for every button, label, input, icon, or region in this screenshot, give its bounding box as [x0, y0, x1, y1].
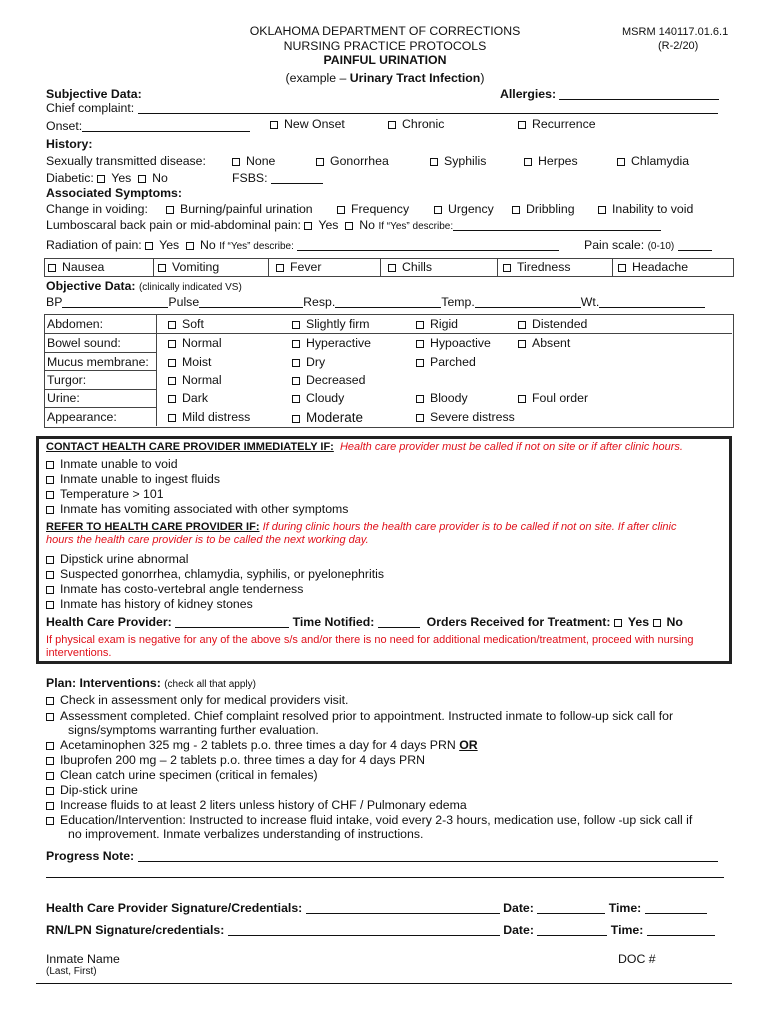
- assoc-symptoms-title: Associated Symptoms:: [46, 186, 182, 200]
- mucus-parched[interactable]: Parched: [416, 355, 476, 369]
- checkbox-icon[interactable]: [46, 697, 54, 705]
- plan-item-5[interactable]: Clean catch urine specimen (critical in females): [46, 768, 318, 782]
- checkbox-icon[interactable]: [388, 264, 396, 272]
- checkbox-icon[interactable]: [416, 414, 424, 422]
- revision: (R-2/20): [658, 40, 699, 52]
- rn-date-field[interactable]: [537, 924, 607, 936]
- turgor-normal[interactable]: Normal: [168, 373, 222, 387]
- hcp-row: Health Care Provider: Time Notified: Orders Received for Treatment: Yes No: [46, 615, 683, 629]
- refer-note-line2: hours the health care provider is to be called the next working day.: [46, 534, 369, 546]
- objective-title: Objective Data: (clinically indicated VS): [46, 279, 242, 293]
- abdomen-slightly-firm[interactable]: Slightly firm: [292, 317, 370, 331]
- plan-item-2-cont: signs/symptoms warranting further evaluation.: [68, 723, 319, 737]
- voiding-inability[interactable]: Inability to void: [598, 202, 693, 216]
- refer-item-2[interactable]: Suspected gonorrhea, chlamydia, syphilis, or pyelonephritis: [46, 567, 384, 581]
- urine-label: Urine:: [47, 391, 80, 405]
- mucus-dry[interactable]: Dry: [292, 355, 325, 369]
- appearance-mild[interactable]: Mild distress: [168, 410, 250, 424]
- contact-footer-1: If physical exam is negative for any of the above s/s and/or there is no need for additional medication/treatment, proceed with nursing: [46, 634, 694, 646]
- checkbox-icon[interactable]: [292, 377, 300, 385]
- bowel-absent[interactable]: Absent: [518, 336, 570, 350]
- voiding-label: Change in voiding:: [46, 202, 148, 216]
- time-notified-field[interactable]: [378, 616, 420, 628]
- checkbox-icon[interactable]: [292, 395, 300, 403]
- voiding-dribbling[interactable]: Dribbling: [512, 202, 575, 216]
- checkbox-icon[interactable]: [168, 321, 176, 329]
- plan-item-6[interactable]: Dip-stick urine: [46, 783, 138, 797]
- appearance-severe[interactable]: Severe distress: [416, 410, 515, 424]
- footer-rule: [36, 983, 732, 984]
- rn-time-field[interactable]: [647, 924, 715, 936]
- onset-recurrence[interactable]: Recurrence: [518, 117, 596, 131]
- resp-field[interactable]: [335, 296, 441, 308]
- plan-title: Plan: Interventions: (check all that apply): [46, 676, 256, 690]
- rn-signature-row: RN/LPN Signature/credentials: Date: Time:: [46, 923, 715, 937]
- checkbox-icon[interactable]: [46, 757, 54, 765]
- checkbox-icon[interactable]: [46, 506, 54, 514]
- pain-scale: Pain scale: (0-10): [584, 238, 712, 252]
- checkbox-icon[interactable]: [186, 242, 194, 250]
- lumbo-describe-field[interactable]: [453, 219, 661, 231]
- contact-footer-2: interventions.: [46, 647, 112, 659]
- checkbox-icon[interactable]: [46, 556, 54, 564]
- lumbo-row: Lumboscaral back pain or mid-abdominal pain: Yes No If “Yes” describe:: [46, 218, 661, 232]
- checkbox-icon[interactable]: [434, 206, 442, 214]
- urine-foul-order[interactable]: Foul order: [518, 391, 588, 405]
- turgor-label: Turgor:: [47, 373, 87, 387]
- checkbox-icon[interactable]: [316, 158, 324, 166]
- contact-item-4[interactable]: Inmate has vomiting associated with other symptoms: [46, 502, 348, 516]
- refer-item-3[interactable]: Inmate has costo-vertebral angle tenderness: [46, 582, 303, 596]
- hcp-signature-field[interactable]: [306, 902, 500, 914]
- bp-field[interactable]: [62, 296, 168, 308]
- form-title: PAINFUL URINATION: [323, 53, 447, 67]
- checkbox-icon[interactable]: [304, 222, 312, 230]
- checkbox-icon[interactable]: [46, 461, 54, 469]
- hcp-signature-row: Health Care Provider Signature/Credentials: Date: Time:: [46, 901, 707, 915]
- checkbox-icon[interactable]: [598, 206, 606, 214]
- rn-signature-field[interactable]: [228, 924, 500, 936]
- checkbox-icon[interactable]: [46, 476, 54, 484]
- appearance-moderate[interactable]: Moderate: [292, 410, 363, 425]
- checkbox-icon[interactable]: [503, 264, 511, 272]
- refer-item-4[interactable]: Inmate has history of kidney stones: [46, 597, 253, 611]
- checkbox-icon[interactable]: [158, 264, 166, 272]
- contact-title: CONTACT HEALTH CARE PROVIDER IMMEDIATELY IF: Health care provider must be called if not on site or if after clinic hours.: [46, 441, 683, 453]
- checkbox-icon[interactable]: [48, 264, 56, 272]
- checkbox-icon[interactable]: [97, 175, 105, 183]
- checkbox-icon[interactable]: [388, 121, 396, 129]
- symptom-headache[interactable]: Headache: [618, 260, 688, 274]
- symptom-fever[interactable]: Fever: [276, 260, 321, 274]
- wt-field[interactable]: [599, 296, 705, 308]
- bowel-hypoactive[interactable]: Hypoactive: [416, 336, 491, 350]
- fsbs-label: FSBS:: [232, 171, 323, 185]
- chief-complaint-row: Chief complaint:: [46, 101, 718, 115]
- contact-item-2[interactable]: Inmate unable to ingest fluids: [46, 472, 220, 486]
- inmate-name-label: Inmate Name: [46, 952, 120, 966]
- radiation-describe-field[interactable]: [297, 239, 559, 251]
- radiation-row: Radiation of pain: Yes No If “Yes” describe:: [46, 238, 559, 252]
- checkbox-icon[interactable]: [276, 264, 284, 272]
- plan-item-4[interactable]: Ibuprofen 200 mg – 2 tablets p.o. three times a day for 4 days PRN: [46, 753, 425, 767]
- checkbox-icon[interactable]: [168, 395, 176, 403]
- last-first-label: (Last, First): [46, 966, 97, 977]
- diabetic-row: Diabetic: Yes No: [46, 171, 168, 185]
- protocol-title: NURSING PRACTICE PROTOCOLS: [283, 39, 487, 53]
- checkbox-icon[interactable]: [416, 340, 424, 348]
- symptom-vomiting[interactable]: Vomiting: [158, 260, 219, 274]
- progress-note-field[interactable]: [138, 850, 718, 862]
- checkbox-icon[interactable]: [614, 619, 622, 627]
- urine-cloudy[interactable]: Cloudy: [292, 391, 344, 405]
- symptom-tiredness[interactable]: Tiredness: [503, 260, 571, 274]
- abdomen-distended[interactable]: Distended: [518, 317, 587, 331]
- checkbox-icon[interactable]: [168, 377, 176, 385]
- voiding-burning[interactable]: Burning/painful urination: [166, 202, 313, 216]
- abdomen-label: Abdomen:: [47, 317, 104, 331]
- plan-item-8[interactable]: Education/Intervention: Instructed to increase fluid intake, void every 2-3 hours, medication use, follow -up sick call if: [46, 813, 692, 827]
- checkbox-icon[interactable]: [46, 491, 54, 499]
- checkbox-icon[interactable]: [345, 222, 353, 230]
- subjective-title: Subjective Data:: [46, 87, 142, 101]
- allergies-label: Allergies:: [500, 87, 719, 101]
- urine-bloody[interactable]: Bloody: [416, 391, 468, 405]
- onset-new[interactable]: New Onset: [270, 117, 345, 131]
- bowel-label: Bowel sound:: [47, 336, 121, 350]
- contact-item-1[interactable]: Inmate unable to void: [46, 457, 178, 471]
- checkbox-icon[interactable]: [292, 340, 300, 348]
- checkbox-icon[interactable]: [292, 321, 300, 329]
- checkbox-icon[interactable]: [518, 321, 526, 329]
- bowel-normal[interactable]: Normal: [168, 336, 222, 350]
- checkbox-icon[interactable]: [518, 340, 526, 348]
- checkbox-icon[interactable]: [46, 787, 54, 795]
- doc-number-label: DOC #: [618, 952, 656, 966]
- pulse-field[interactable]: [199, 296, 303, 308]
- progress-note-line2[interactable]: [46, 877, 724, 878]
- checkbox-icon[interactable]: [512, 206, 520, 214]
- checkbox-icon[interactable]: [46, 571, 54, 579]
- history-title: History:: [46, 137, 93, 151]
- onset-row: Onset:: [46, 119, 250, 133]
- checkbox-icon[interactable]: [168, 414, 176, 422]
- checkbox-icon[interactable]: [46, 772, 54, 780]
- checkbox-icon[interactable]: [416, 395, 424, 403]
- form-subtitle: (example – Urinary Tract Infection): [285, 71, 485, 85]
- mucus-moist[interactable]: Moist: [168, 355, 211, 369]
- plan-item-7[interactable]: Increase fluids to at least 2 liters unless history of CHF / Pulmonary edema: [46, 798, 467, 812]
- checkbox-icon[interactable]: [168, 340, 176, 348]
- checkbox-icon[interactable]: [168, 359, 176, 367]
- std-syphilis[interactable]: Syphilis: [430, 154, 486, 168]
- pain-scale-field[interactable]: [678, 239, 712, 251]
- checkbox-icon[interactable]: [430, 158, 438, 166]
- checkbox-icon[interactable]: [617, 158, 625, 166]
- appearance-label: Appearance:: [47, 410, 117, 424]
- checkbox-icon[interactable]: [292, 359, 300, 367]
- checkbox-icon[interactable]: [46, 802, 54, 810]
- checkbox-icon[interactable]: [524, 158, 532, 166]
- progress-note-row: Progress Note:: [46, 849, 718, 863]
- allergies-field[interactable]: [559, 88, 719, 100]
- checkbox-icon[interactable]: [518, 121, 526, 129]
- checkbox-icon[interactable]: [46, 601, 54, 609]
- voiding-frequency[interactable]: Frequency: [337, 202, 409, 216]
- hcp-time-field[interactable]: [645, 902, 707, 914]
- checkbox-icon[interactable]: [416, 359, 424, 367]
- refer-title: REFER TO HEALTH CARE PROVIDER IF: If during clinic hours the health care provider is to be called if not on site. If after clinic: [46, 521, 677, 533]
- checkbox-icon[interactable]: [46, 586, 54, 594]
- checkbox-icon[interactable]: [653, 619, 661, 627]
- plan-item-3[interactable]: Acetaminophen 325 mg - 2 tablets p.o. three times a day for 4 days PRN OR: [46, 738, 478, 752]
- plan-item-1[interactable]: Check in assessment only for medical providers visit.: [46, 693, 348, 707]
- abdomen-soft[interactable]: Soft: [168, 317, 204, 331]
- checkbox-icon[interactable]: [166, 206, 174, 214]
- std-none[interactable]: None: [232, 154, 275, 168]
- checkbox-icon[interactable]: [145, 242, 153, 250]
- agency-name: OKLAHOMA DEPARTMENT OF CORRECTIONS: [249, 24, 521, 38]
- temp-field[interactable]: [475, 296, 581, 308]
- std-herpes[interactable]: Herpes: [524, 154, 578, 168]
- checkbox-icon[interactable]: [518, 395, 526, 403]
- mucus-label: Mucus membrane:: [47, 355, 149, 369]
- urine-dark[interactable]: Dark: [168, 391, 208, 405]
- plan-item-8-cont: no improvement. Inmate verbalizes understanding of instructions.: [68, 827, 424, 841]
- refer-item-1[interactable]: Dipstick urine abnormal: [46, 552, 189, 566]
- turgor-decreased[interactable]: Decreased: [292, 373, 365, 387]
- std-label: Sexually transmitted disease:: [46, 154, 206, 168]
- onset-field[interactable]: [82, 120, 250, 132]
- checkbox-icon[interactable]: [138, 175, 146, 183]
- checkbox-icon[interactable]: [46, 742, 54, 750]
- symptom-chills[interactable]: Chills: [388, 260, 432, 274]
- checkbox-icon[interactable]: [46, 713, 54, 721]
- vitals-row: BP Pulse Resp. Temp. Wt.: [46, 295, 705, 309]
- voiding-urgency[interactable]: Urgency: [434, 202, 494, 216]
- form-number: MSRM 140117.01.6.1: [622, 26, 729, 38]
- checkbox-icon[interactable]: [416, 321, 424, 329]
- std-gonorrhea[interactable]: Gonorrhea: [316, 154, 389, 168]
- hcp-date-field[interactable]: [537, 902, 605, 914]
- abdomen-rigid[interactable]: Rigid: [416, 317, 458, 331]
- checkbox-icon[interactable]: [270, 121, 278, 129]
- fsbs-field[interactable]: [271, 172, 323, 184]
- onset-chronic[interactable]: Chronic: [388, 117, 444, 131]
- checkbox-icon[interactable]: [292, 415, 300, 423]
- checkbox-icon[interactable]: [337, 206, 345, 214]
- std-chlamydia[interactable]: Chlamydia: [617, 154, 689, 168]
- checkbox-icon[interactable]: [232, 158, 240, 166]
- chief-complaint-field[interactable]: [138, 102, 718, 114]
- checkbox-icon[interactable]: [618, 264, 626, 272]
- hcp-field[interactable]: [175, 616, 289, 628]
- bowel-hyperactive[interactable]: Hyperactive: [292, 336, 371, 350]
- symptom-nausea[interactable]: Nausea: [48, 260, 104, 274]
- objective-table: [44, 314, 734, 428]
- contact-item-3[interactable]: Temperature > 101: [46, 487, 164, 501]
- checkbox-icon[interactable]: [46, 817, 54, 825]
- plan-item-2[interactable]: Assessment completed. Chief complaint resolved prior to appointment. Instructed inmate to follow-up sick call for: [46, 709, 673, 723]
